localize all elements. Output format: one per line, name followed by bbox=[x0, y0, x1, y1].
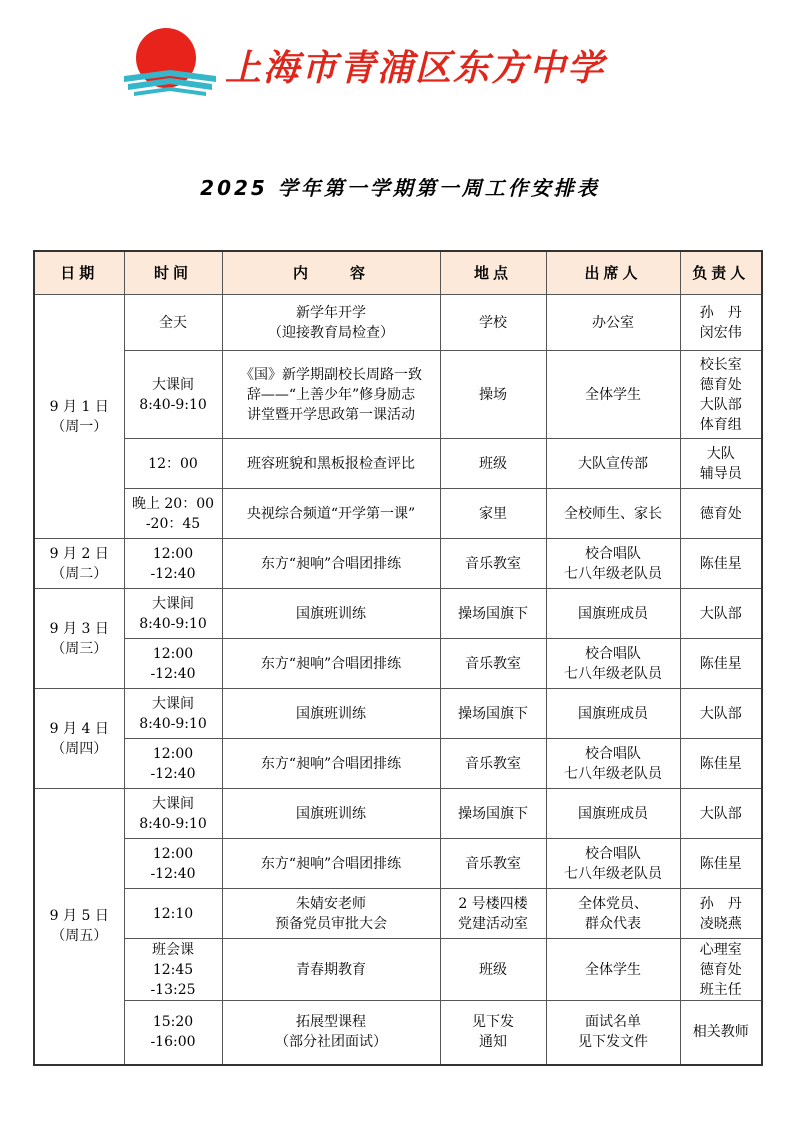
time-cell: 12:00 -12:40 bbox=[124, 639, 222, 689]
content-cell: 青春期教育 bbox=[222, 939, 440, 1001]
place-cell: 操场 bbox=[440, 351, 546, 439]
attendees-cell: 全体学生 bbox=[546, 939, 680, 1001]
content-cell: 班容班貌和黑板报检查评比 bbox=[222, 439, 440, 489]
content-cell: 朱婧安老师 预备党员审批大会 bbox=[222, 889, 440, 939]
column-header-attendees: 出席人 bbox=[546, 251, 680, 295]
time-cell: 大课间 8:40-9:10 bbox=[124, 589, 222, 639]
place-cell: 班级 bbox=[440, 439, 546, 489]
place-cell: 2 号楼四楼 党建活动室 bbox=[440, 889, 546, 939]
owner-cell: 大队部 bbox=[680, 789, 762, 839]
attendees-cell: 大队宣传部 bbox=[546, 439, 680, 489]
attendees-cell: 全校师生、家长 bbox=[546, 489, 680, 539]
content-cell: 东方“昶响”合唱团排练 bbox=[222, 639, 440, 689]
time-cell: 15:20 -16:00 bbox=[124, 1001, 222, 1065]
column-header-place: 地点 bbox=[440, 251, 546, 295]
place-cell: 音乐教室 bbox=[440, 639, 546, 689]
content-cell: 央视综合频道“开学第一课” bbox=[222, 489, 440, 539]
owner-cell: 孙 丹 凌晓燕 bbox=[680, 889, 762, 939]
content-cell: 《国》新学期副校长周路一致 辞——“上善少年”修身励志 讲堂暨开学思政第一课活动 bbox=[222, 351, 440, 439]
attendees-cell: 国旗班成员 bbox=[546, 589, 680, 639]
column-header-owner: 负责人 bbox=[680, 251, 762, 295]
place-cell: 音乐教室 bbox=[440, 539, 546, 589]
content-cell: 拓展型课程 （部分社团面试） bbox=[222, 1001, 440, 1065]
time-cell: 大课间 8:40-9:10 bbox=[124, 789, 222, 839]
attendees-cell: 校合唱队 七八年级老队员 bbox=[546, 539, 680, 589]
column-header-time: 时间 bbox=[124, 251, 222, 295]
place-cell: 见下发 通知 bbox=[440, 1001, 546, 1065]
attendees-cell: 国旗班成员 bbox=[546, 789, 680, 839]
table-row bbox=[34, 539, 762, 589]
attendees-cell: 校合唱队 七八年级老队员 bbox=[546, 639, 680, 689]
owner-cell: 相关教师 bbox=[680, 1001, 762, 1065]
owner-cell: 德育处 bbox=[680, 489, 762, 539]
place-cell: 家里 bbox=[440, 489, 546, 539]
table-row bbox=[34, 589, 762, 639]
time-cell: 12:00 -12:40 bbox=[124, 539, 222, 589]
attendees-cell: 办公室 bbox=[546, 295, 680, 351]
column-header-date: 日期 bbox=[34, 251, 124, 295]
time-cell: 全天 bbox=[124, 295, 222, 351]
time-cell: 大课间 8:40-9:10 bbox=[124, 351, 222, 439]
sun-book-emblem-icon bbox=[120, 24, 230, 104]
document-title: 2025 学年第一学期第一周工作安排表 bbox=[200, 176, 600, 200]
school-name: 上海市青浦区东方中学 bbox=[225, 47, 606, 89]
date-cell: 9 月 4 日 （周四） bbox=[34, 689, 124, 789]
table-row bbox=[34, 689, 762, 739]
date-cell: 9 月 2 日 （周二） bbox=[34, 539, 124, 589]
table-row bbox=[34, 295, 762, 351]
place-cell: 操场国旗下 bbox=[440, 689, 546, 739]
content-cell: 国旗班训练 bbox=[222, 589, 440, 639]
table-header-row bbox=[34, 251, 762, 295]
content-cell: 国旗班训练 bbox=[222, 789, 440, 839]
place-cell: 操场国旗下 bbox=[440, 789, 546, 839]
table-row bbox=[34, 351, 762, 439]
attendees-cell: 国旗班成员 bbox=[546, 689, 680, 739]
owner-cell: 大队部 bbox=[680, 589, 762, 639]
table-row bbox=[34, 1001, 762, 1065]
place-cell: 操场国旗下 bbox=[440, 589, 546, 639]
column-header-content: 内 容 bbox=[222, 251, 440, 295]
time-cell: 12:10 bbox=[124, 889, 222, 939]
table-row bbox=[34, 439, 762, 489]
time-cell: 12:00 -12:40 bbox=[124, 739, 222, 789]
table-row bbox=[34, 939, 762, 1001]
place-cell: 音乐教室 bbox=[440, 739, 546, 789]
owner-cell: 校长室 德育处 大队部 体育组 bbox=[680, 351, 762, 439]
date-cell: 9 月 5 日 （周五） bbox=[34, 789, 124, 1065]
attendees-cell: 全体学生 bbox=[546, 351, 680, 439]
place-cell: 学校 bbox=[440, 295, 546, 351]
content-cell: 东方“昶响”合唱团排练 bbox=[222, 839, 440, 889]
content-cell: 新学年开学 （迎接教育局检查） bbox=[222, 295, 440, 351]
owner-cell: 大队 辅导员 bbox=[680, 439, 762, 489]
table-row bbox=[34, 789, 762, 839]
date-cell: 9 月 3 日 （周三） bbox=[34, 589, 124, 689]
time-cell: 12:00 -12:40 bbox=[124, 839, 222, 889]
attendees-cell: 面试名单 见下发文件 bbox=[546, 1001, 680, 1065]
date-cell: 9 月 1 日 （周一） bbox=[34, 295, 124, 539]
attendees-cell: 全体党员、 群众代表 bbox=[546, 889, 680, 939]
content-cell: 东方“昶响”合唱团排练 bbox=[222, 539, 440, 589]
weekly-schedule-table bbox=[33, 250, 763, 1066]
attendees-cell: 校合唱队 七八年级老队员 bbox=[546, 739, 680, 789]
owner-cell: 陈佳星 bbox=[680, 739, 762, 789]
schedule-body bbox=[34, 295, 762, 1065]
content-cell: 国旗班训练 bbox=[222, 689, 440, 739]
owner-cell: 心理室 德育处 班主任 bbox=[680, 939, 762, 1001]
table-row bbox=[34, 639, 762, 689]
time-cell: 晚上 20：00 -20：45 bbox=[124, 489, 222, 539]
time-cell: 12：00 bbox=[124, 439, 222, 489]
time-cell: 班会课 12:45 -13:25 bbox=[124, 939, 222, 1001]
owner-cell: 陈佳星 bbox=[680, 539, 762, 589]
table-row bbox=[34, 839, 762, 889]
owner-cell: 孙 丹 闵宏伟 bbox=[680, 295, 762, 351]
table-row bbox=[34, 889, 762, 939]
place-cell: 音乐教室 bbox=[440, 839, 546, 889]
owner-cell: 陈佳星 bbox=[680, 839, 762, 889]
time-cell: 大课间 8:40-9:10 bbox=[124, 689, 222, 739]
attendees-cell: 校合唱队 七八年级老队员 bbox=[546, 839, 680, 889]
table-row bbox=[34, 739, 762, 789]
owner-cell: 陈佳星 bbox=[680, 639, 762, 689]
table-row bbox=[34, 489, 762, 539]
place-cell: 班级 bbox=[440, 939, 546, 1001]
content-cell: 东方“昶响”合唱团排练 bbox=[222, 739, 440, 789]
owner-cell: 大队部 bbox=[680, 689, 762, 739]
